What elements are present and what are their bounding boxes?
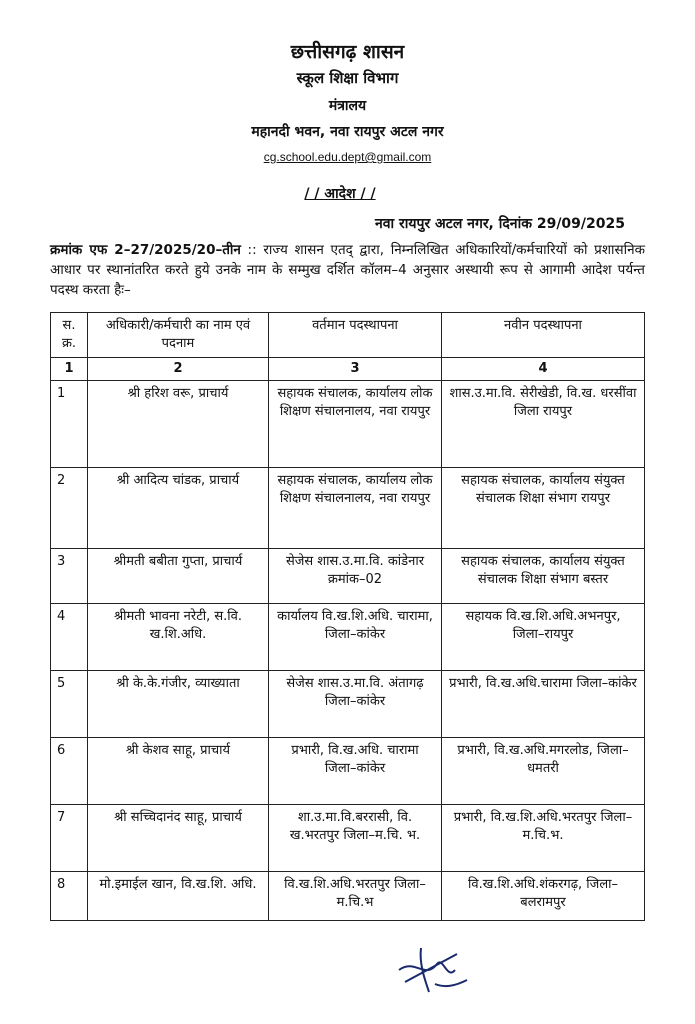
column-number: 2 xyxy=(88,358,269,381)
serial-number: 8 xyxy=(51,872,88,921)
new-posting: सहायक संचालक, कार्यालय संयुक्त संचालक शिक्षा संभाग बस्तर xyxy=(442,549,645,604)
address-line: महानदी भवन, नवा रायपुर अटल नगर xyxy=(251,124,444,140)
new-posting: शास.उ.मा.वि. सेरीखेडी, वि.ख. धरसींवा जिला रायपुर xyxy=(442,381,645,468)
serial-number: 1 xyxy=(51,381,88,468)
department-title: स्कूल शिक्षा विभाग xyxy=(296,69,399,87)
new-posting: प्रभारी, वि.ख.अधि.चारामा जिला–कांकेर xyxy=(442,671,645,738)
order-intro-text: :: राज्य शासन एतद् द्वारा, निम्नलिखित अधिकारियों/कर्मचारियों को प्रशासनिक आधार पर स्थानांतरित करते हुये उनके नाम के सम्मुख दर्शित कॉलम–4 अनुसार अस्थायी रूप से आगामी आदेश पर्यन्त पदस्थ करता हैः– xyxy=(50,242,646,298)
officer-name: श्री केशव साहू, प्राचार्य xyxy=(88,738,269,805)
officer-name: मो.इमाईल खान, वि.ख.शि. अधि. xyxy=(88,872,269,921)
table-row xyxy=(51,872,645,921)
current-posting: सहायक संचालक, कार्यालय लोक शिक्षण संचालनालय, नवा रायपुर xyxy=(269,381,442,468)
column-number: 3 xyxy=(269,358,442,381)
current-posting: शा.उ.मा.वि.बररासी, वि. ख.भरतपुर जिला–म.चि. भ. xyxy=(269,805,442,872)
serial-number: 7 xyxy=(51,805,88,872)
table-row xyxy=(51,671,645,738)
serial-number: 3 xyxy=(51,549,88,604)
table-row xyxy=(51,468,645,549)
officer-name: श्री हरिश वरू, प्राचार्य xyxy=(88,381,269,468)
current-posting: सेजेस शास.उ.मा.वि. अंतागढ़ जिला–कांकेर xyxy=(269,671,442,738)
table-row xyxy=(51,549,645,604)
new-posting: वि.ख.शि.अधि.शंकरगढ़, जिला–बलरामपुर xyxy=(442,872,645,921)
header-new-posting: नवीन पदस्थापना xyxy=(442,313,645,358)
officer-name: श्रीमती बबीता गुप्ता, प्राचार्य xyxy=(88,549,269,604)
signature xyxy=(395,940,475,1004)
new-posting: सहायक संचालक, कार्यालय संयुक्त संचालक शिक्षा संभाग रायपुर xyxy=(442,468,645,549)
officer-name: श्री सच्चिदानंद साहू, प्राचार्य xyxy=(88,805,269,872)
officer-name: श्रीमती भावना नरेटी, स.वि. ख.शि.अधि. xyxy=(88,604,269,671)
serial-number: 2 xyxy=(51,468,88,549)
officer-name: श्री के.के.गंजीर, व्याख्याता xyxy=(88,671,269,738)
place-date: नवा रायपुर अटल नगर, दिनांक 29/09/2025 xyxy=(374,216,625,232)
order-intro xyxy=(50,240,645,300)
new-posting: सहायक वि.ख.शि.अधि.अभनपुर, जिला–रायपुर xyxy=(442,604,645,671)
table-row xyxy=(51,381,645,468)
header-name: अधिकारी/कर्मचारी का नाम एवं पदनाम xyxy=(88,313,269,358)
current-posting: प्रभारी, वि.ख.अधि. चारामा जिला–कांकेर xyxy=(269,738,442,805)
current-posting: सहायक संचालक, कार्यालय लोक शिक्षण संचालनालय, नवा रायपुर xyxy=(269,468,442,549)
header-current-posting: वर्तमान पदस्थापना xyxy=(269,313,442,358)
ministry-title: मंत्रालय xyxy=(328,98,367,114)
order-title: / / आदेश / / xyxy=(304,186,376,202)
serial-number: 6 xyxy=(51,738,88,805)
serial-number: 5 xyxy=(51,671,88,738)
officer-name: श्री आदित्य चांडक, प्राचार्य xyxy=(88,468,269,549)
signature-scribble-icon xyxy=(395,940,475,1000)
new-posting: प्रभारी, वि.ख.शि.अधि.भरतपुर जिला–म.चि.भ. xyxy=(442,805,645,872)
current-posting: वि.ख.शि.अधि.भरतपुर जिला–म.चि.भ xyxy=(269,872,442,921)
new-posting: प्रभारी, वि.ख.अधि.मगरलोड, जिला–धमतरी xyxy=(442,738,645,805)
email-address: cg.school.edu.dept@gmail.com xyxy=(263,150,432,164)
column-number: 1 xyxy=(51,358,88,381)
column-number: 4 xyxy=(442,358,645,381)
header-serial: स. क्र. xyxy=(51,313,88,358)
table-row xyxy=(51,604,645,671)
current-posting: कार्यालय वि.ख.शि.अधि. चारामा, जिला–कांकेर xyxy=(269,604,442,671)
table-row xyxy=(51,805,645,872)
order-number: क्रमांक एफ 2–27/2025/20–तीन xyxy=(50,242,241,258)
table-row xyxy=(51,738,645,805)
table-header-row xyxy=(51,313,645,358)
serial-number: 4 xyxy=(51,604,88,671)
current-posting: सेजेस शास.उ.मा.वि. कांडेनार क्रमांक–02 xyxy=(269,549,442,604)
government-title: छत्तीसगढ़ शासन xyxy=(290,41,405,63)
transfer-table xyxy=(50,312,645,921)
column-number-row xyxy=(51,358,645,381)
